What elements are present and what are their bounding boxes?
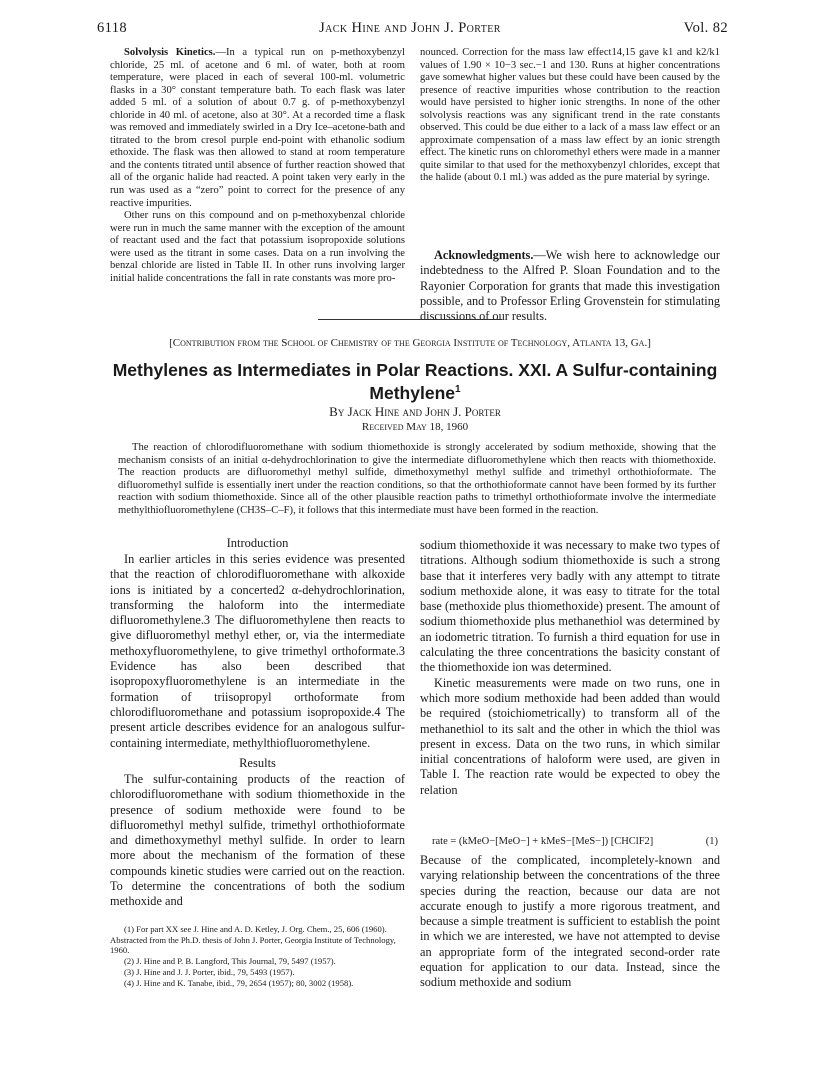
titration-paragraph: sodium thiomethoxide it was necessary to make two types of titrations. Although sodium thiomethoxide is such a strong base that it interferes very badly with any attempt to titrate sodium methoxide alone, it was easy to titrate for the total base (methoxide plus thiomethoxide) present. The amount of sodium thiomethoxide plus methanethiol was determined by an iodometric titration. To furnish a third equation for use in calculating the three concentrations the basicity constant of the thiomethoxide ion was determined.	[420, 538, 720, 675]
article-title	[110, 360, 720, 403]
introduction-body	[110, 552, 405, 751]
contribution-line: [Contribution from the School of Chemistry of the Georgia Institute of Technology, Atlanta 13, Ga.]	[169, 337, 651, 349]
rate-equation-text: rate = (kMeO−[MeO−] + kMeS−[MeS−]) [CHClF2]	[432, 836, 654, 847]
running-title: Jack Hine and John J. Porter	[319, 20, 501, 36]
kinetics-paragraph: Kinetic measurements were made on two runs, one in which more sodium methoxide had been added than would be required (stoichiometrically) to transform all of the methanethiol to its salt and the other in which the thiol was present in excess. Data on the two runs, in which similar initial concentrations of haloform were used, are given in Table I. The reaction rate would be expected to obey the relation	[420, 675, 720, 797]
byline: By Jack Hine and John J. Porter	[329, 404, 501, 419]
page-number: 6118	[97, 20, 128, 36]
footnotes	[110, 924, 405, 988]
article-separator	[318, 319, 502, 320]
acknowledgments	[420, 248, 720, 324]
title-line-1: Methylenes as Intermediates in Polar Reactions. XXI. A Sulfur-containing	[112, 360, 718, 380]
volume-label: Vol. 82	[683, 20, 728, 36]
abstract	[118, 442, 716, 517]
results-text: The sulfur-containing products of the reaction of chlorodifluoromethane with sodium thiomethoxide in the presence of sodium methoxide were found to be difluoromethyl methyl sulfide, trimethyl orthothioformate and dimethoxymethyl methyl sulfide. In order to learn more about the mechanism of the formation of these compounds kinetic studies were carried out on the reaction. To determine the concentrations of both the sodium methoxide and	[110, 772, 405, 909]
prev-article-right-column	[420, 47, 720, 185]
acknowledgments-text: —We wish here to acknowledge our indebtedness to the Alfred P. Sloan Foundation and to the Rayonier Corporation for grants that made this investigation possible, and to Professor Erling Grovenstein for stimulating discussions of our results.	[420, 248, 720, 324]
received-date: Received May 18, 1960	[361, 421, 469, 433]
mass-law-paragraph: nounced. Correction for the mass law effect14,15 gave k1 and k2/k1 values of 1.90 × 10−3 sec.−1 and 130. Runs at higher concentrations gave somewhat higher values but these could have been caused by the presence of reactive impurities whose contribution to the reaction would have persisted to higher ionic strengths. In none of the other solvolysis reactions was any significant trend in the rate constants observed. This could be due either to a lack of a mass law effect or an approximate compensation of a mass law effect by an ionic strength effect. The kinetic runs on chloromethyl ethers were made in a manner quite similar to that used for the methoxybenzyl chlorides, except that the halide (about 0.1 ml.) was added as the pure material by syringe.	[420, 47, 720, 184]
footnote-1: (1) For part XX see J. Hine and A. D. Ketley, J. Org. Chem., 25, 606 (1960). Abstracted from the Ph.D. thesis of John J. Porter, Georgia Institute of Technology, 1960.	[110, 924, 396, 956]
right-column-lower	[420, 853, 720, 991]
footnote-4: (4) J. Hine and K. Tanabe, ibid., 79, 2654 (1957); 80, 3002 (1958).	[124, 977, 354, 988]
solvolysis-text: —In a typical run on p-methoxybenzyl chloride, 25 ml. of acetone and 6 ml. of water, both at room temperature, were placed in each of several 100-ml. volumetric flasks in a 30° constant temperature bath. To each flask was later added 5 ml. of a solution of about 0.7 g. of p-methoxybenzyl chloride in 40 ml. of acetone, also at 30°. At a recorded time a flask was removed and immediately swirled in a Dry Ice–acetone-bath and titrated to the brom cresol purple end-point with ethanolic sodium ethoxide. The flask was then allowed to stand at room temperature and the contents titrated until absence of further reaction showed that all of the organic halide had reacted. A point taken very early in the run was used as a “zero” point to correct for the presence of any reactive impurities.	[110, 47, 405, 209]
footnote-2: (2) J. Hine and P. B. Langford, This Journal, 79, 5497 (1957).	[124, 956, 336, 967]
right-column-upper	[420, 538, 720, 798]
acknowledgments-heading: Acknowledgments.	[434, 248, 534, 262]
introduction-text: In earlier articles in this series evidence was presented that the reaction of chlorodifluoromethane with alkoxide ions is initiated by a concerted2 α-dehydrochlorination, transforming the haloform into the intermediate difluoromethylene.3 The difluoromethylene then reacts to give difluoromethyl methyl ether, or, via the intermediate methoxyfluoromethylene, to give trimethyl orthoformate.3 Evidence has also been described that isopropoxyfluoromethylene is an intermediate in the formation of triisopropyl orthoformate from chlorodifluoromethane and potassium isopropoxide.4 The present article describes evidence for an analogous sulfur-containing intermediate, methylthiofluoromethylene.	[110, 552, 405, 750]
treatment-paragraph: Because of the complicated, incompletely-known and varying relationship between the concentrations of the three species during the reaction, because our data are not accurate enough to justify a more rigorous treatment, and because a simple treatment is sufficient to establish the point in which we are interested, we have not attempted to devise an appropriate form of the integrated second-order rate equation for application to our data. Instead, since the sodium methoxide and sodium	[420, 853, 720, 990]
results-heading: Results	[239, 756, 276, 770]
footnote-3: (3) J. Hine and J. J. Porter, ibid., 79, 5493 (1957).	[124, 966, 295, 977]
introduction-heading: Introduction	[226, 536, 289, 550]
other-runs-paragraph: Other runs on this compound and on p-methoxybenzal chloride were run in much the same manner with the exception of the amount of reactant used and the fact that potassium isopropoxide solutions were used as the titrant in some cases. Data on a run involving the benzal chloride are listed in Table II. In other runs involving larger initial halide concentrations the fall in rate constants was more pro-	[110, 210, 405, 284]
title-footnote-mark: 1	[455, 384, 461, 395]
title-line-2: Methylene	[369, 382, 455, 403]
prev-article-left-column	[110, 47, 405, 285]
equation-number: (1)	[705, 836, 718, 847]
solvolysis-heading: Solvolysis Kinetics.	[124, 47, 216, 58]
results-body	[110, 772, 405, 910]
abstract-text: The reaction of chlorodifluoromethane with sodium thiomethoxide is strongly accelerated by sodium methoxide, showing that the mechanism consists of an initial α-dehydrochlorination to give the intermediate difluoromethylene which then reacts with thiomethoxide. The reaction products are difluoromethyl methyl sulfide, dimethoxymethyl methyl sulfide and trimethyl orthothioformate. The difluoromethyl sulfide is essentially inert under the reaction conditions, so that the orthothioformate cannot have been formed by its further reaction with sodium thiomethoxide. Since all of the other plausible reaction paths to trimethyl orthothioformate involve the intermediate methylthiofluoromethylene (CH3S–C–F), it follows that this intermediate must have been formed in the reaction.	[118, 442, 716, 516]
